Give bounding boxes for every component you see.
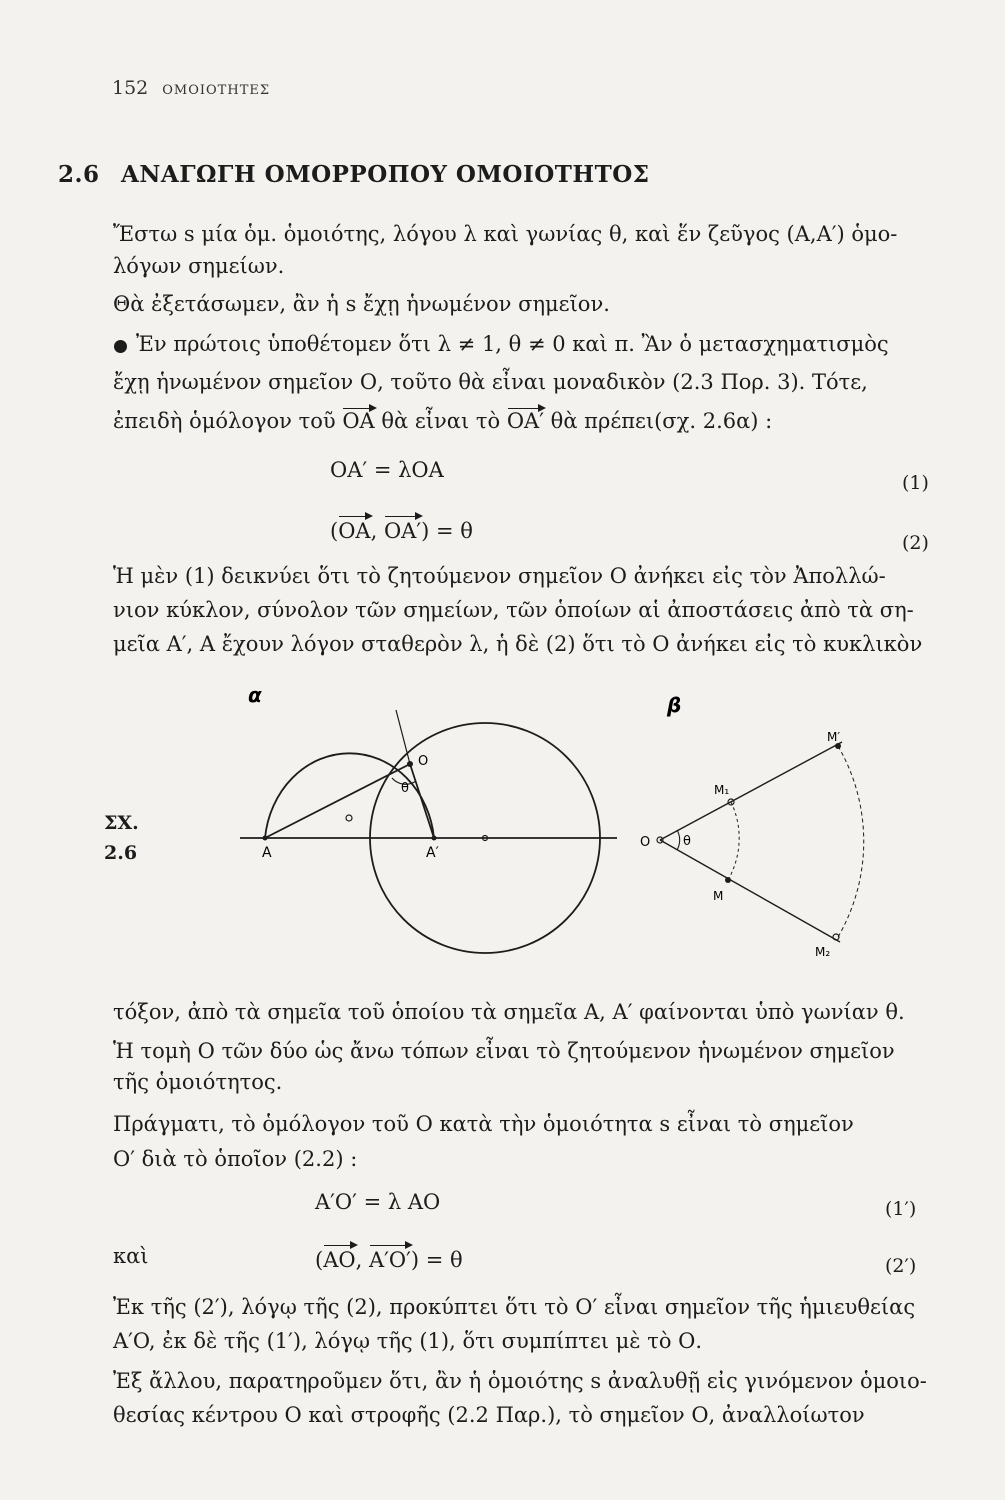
figure-caption-number: 2.6 [104,842,138,864]
section-title: ΑΝΑΓΩΓΗ ΟΜΟΡΡΟΠΟΥ ΟΜΟΙΟΤΗΤΟΣ [121,161,650,188]
equation-3: A′O′ = λ AO [315,1190,441,1214]
segment-o-a-prime [410,764,434,838]
label-a: A [262,845,272,861]
para3-text-b: θὰ εἶναι τὸ [381,409,501,433]
para7-line1: Ἐκ τῆς (2′), λόγῳ τῆς (2), προκύπτει ὅτι τὸ Ο′ εἶναι σημεῖον τῆς ἡμιευθείας [113,1295,916,1319]
equation-2-label: (2) [902,532,929,554]
segment-a-o [265,764,410,838]
para1-line1: Ἔστω s μία ὁμ. ὁμοιότης, λόγου λ καὶ γωνίας θ, καὶ ἕν ζεῦγος (A,A′) ὁμο- [113,222,898,246]
figure-beta-label: β [667,693,682,717]
eq4-open: ( [315,1248,324,1272]
label-a-prime: A′ [426,845,439,861]
vector-ao: AO [323,1248,356,1272]
label-theta-b: θ [683,834,691,849]
para1-line2: λόγων σημείων. [113,254,285,278]
para5-line3: τῆς ὁμοιότητος. [113,1070,283,1094]
para4-line2: νιον κύκλον, σύνολον τῶν σημείων, τῶν ὁποίων αἱ ἀποστάσεις ἀπὸ τὰ ση- [113,598,914,622]
label-m: M [713,889,724,903]
ray-om2 [660,840,840,942]
equation-4-kai: καὶ [113,1244,149,1268]
para6-line1: Πράγματι, τὸ ὁμόλογον τοῦ Ο κατὰ τὴν ὁμοιότητα s εἶναι τὸ σημεῖον [113,1112,854,1136]
vector-oa: OA [342,409,375,433]
eq4-close: ) = θ [410,1248,463,1272]
equation-4-label: (2′) [885,1255,917,1277]
label-theta-a: θ [401,781,409,796]
point-m [725,877,731,883]
para3-line2: ἔχῃ ἡνωμένον σημεῖον Ο, τοῦτο θὰ εἶναι μοναδικὸν (2.3 Πορ. 3). Τότε, [113,370,868,394]
para4-line1: Ἡ μὲν (1) δεικνύει ὅτι τὸ ζητούμενον σημεῖον Ο ἀνήκει εἰς τὸν Ἀπολλώ- [113,564,886,588]
label-m2: M₂ [815,945,831,959]
eq2-open: ( [330,519,339,543]
point-a [263,836,268,841]
para5-line2: Ἡ τομὴ Ο τῶν δύο ὡς ἄνω τόπων εἶναι τὸ ζητούμενον ἡνωμένον σημεῖον [113,1039,895,1063]
figure-alpha-label: α [248,683,262,707]
vector-oa-eq2: OA [338,519,371,543]
para3-text-a: ἐπειδὴ ὁμόλογον τοῦ [113,409,336,433]
para7-line2: A′O, ἐκ δὲ τῆς (1′), λόγῳ τῆς (1), ὅτι συμπίπτει μὲ τὸ Ο. [113,1329,703,1353]
point-o [407,761,413,767]
ray-om-prime [660,742,842,840]
para8-line1: Ἐξ ἄλλου, παρατηροῦμεν ὅτι, ἂν ἡ ὁμοιότης s ἀναλυθῇ εἰς γινόμενον ὁμοιο- [113,1369,927,1393]
label-o: O [418,754,429,769]
para6-line2: Ο′ διὰ τὸ ὁποῖον (2.2) : [113,1147,358,1171]
arc-m1-m [728,802,739,880]
vector-oa-prime-eq2: OA′ [383,519,422,543]
para3-line1: Ἐν πρώτοις ὑποθέτομεν ὅτι λ ≠ 1, θ ≠ 0 καὶ π. Ἂν ὁ μετασχηματισμὸς [136,332,889,356]
page-number: 152 [112,77,149,99]
label-m-prime: M′ [827,730,841,744]
eq2-close: ) = θ [421,519,473,543]
para5-line1: τόξον, ἀπὸ τὰ σημεῖα τοῦ ὁποίου τὰ σημεῖα A, A′ φαίνονται ὑπὸ γωνίαν θ. [113,1000,905,1024]
label-o-b: O [640,835,651,850]
para3-text-c: θὰ πρέπει(σχ. 2.6α) : [550,409,773,433]
running-title: ΟΜΟΙΟΤΗΤΕΣ [162,83,271,98]
equation-1: OA′ = λOA [330,458,444,482]
arc-m-prime-m2 [838,746,864,937]
vector-oa-prime: OA′ [506,409,544,433]
eq4-comma: , [355,1248,369,1272]
equation-3-label: (1′) [885,1198,917,1220]
para2-line1: Θὰ ἐξετάσωμεν, ἂν ἡ s ἔχῃ ἡνωμένον σημεῖον. [113,292,610,316]
center-small-circle [346,815,352,821]
tangent-line [396,710,410,764]
equation-4 [315,1248,463,1272]
label-m1: M₁ [714,783,730,797]
eq2-comma: , [370,519,384,543]
section-number: 2.6 [58,161,100,188]
vector-a-prime-o-prime: A′O′ [368,1248,411,1272]
figure-caption-label: ΣΧ. [104,812,139,834]
para4-line3: μεῖα A′, A ἔχουν λόγον σταθερὸν λ, ἡ δὲ (2) ὅτι τὸ Ο ἀνήκει εἰς τὸ κυκλικὸν [113,632,923,656]
point-a-prime [432,836,437,841]
theta-arc-b [677,830,680,850]
para8-line2: θεσίας κέντρου Ο καὶ στροφῆς (2.2 Παρ.), τὸ σημεῖον Ο, ἀναλλοίωτον [113,1403,865,1427]
equation-1-label: (1) [902,472,929,494]
